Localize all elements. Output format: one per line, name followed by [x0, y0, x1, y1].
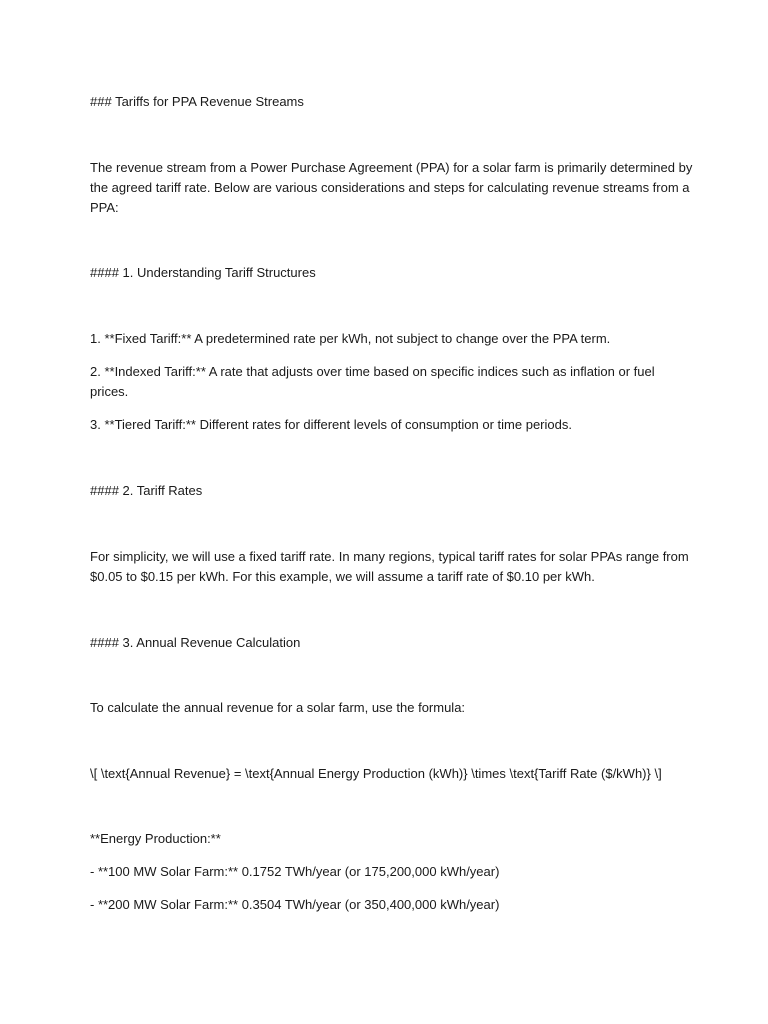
list-item-indexed-tariff-line-1: 2. **Indexed Tariff:** A rate that adjusts over time based on specific indices such as inflation or fuel	[90, 364, 655, 379]
intro-line-3: PPA:	[90, 200, 119, 215]
main-heading: ### Tariffs for PPA Revenue Streams	[90, 94, 304, 109]
tariff-rates-line-2: $0.05 to $0.15 per kWh. For this example, we will assume a tariff rate of $0.10 per kWh.	[90, 569, 595, 584]
section-1-heading: #### 1. Understanding Tariff Structures	[90, 265, 316, 280]
tariff-rates-line-1: For simplicity, we will use a fixed tariff rate. In many regions, typical tariff rates for solar PPAs range from	[90, 549, 689, 564]
bullet-200mw: - **200 MW Solar Farm:** 0.3504 TWh/year (or 350,400,000 kWh/year)	[90, 897, 500, 912]
section-2-heading: #### 2. Tariff Rates	[90, 483, 203, 498]
section-3-heading: #### 3. Annual Revenue Calculation	[90, 635, 301, 650]
intro-line-2: the agreed tariff rate. Below are various considerations and steps for calculating revenue streams from a	[90, 180, 690, 195]
revenue-formula: \[ \text{Annual Revenue} = \text{Annual Energy Production (kWh)} \times \text{Tariff Rate ($/kWh)} \]	[90, 766, 662, 781]
list-item-tiered-tariff: 3. **Tiered Tariff:** Different rates for different levels of consumption or time periods.	[90, 417, 572, 432]
energy-production-heading: **Energy Production:**	[90, 831, 221, 846]
intro-line-1: The revenue stream from a Power Purchase Agreement (PPA) for a solar farm is primarily determined by	[90, 160, 693, 175]
calculation-intro: To calculate the annual revenue for a solar farm, use the formula:	[90, 700, 466, 715]
list-item-indexed-tariff-line-2: prices.	[90, 384, 129, 399]
list-item-fixed-tariff: 1. **Fixed Tariff:** A predetermined rate per kWh, not subject to change over the PPA term.	[90, 331, 611, 346]
bullet-100mw: - **100 MW Solar Farm:** 0.1752 TWh/year (or 175,200,000 kWh/year)	[90, 864, 500, 879]
